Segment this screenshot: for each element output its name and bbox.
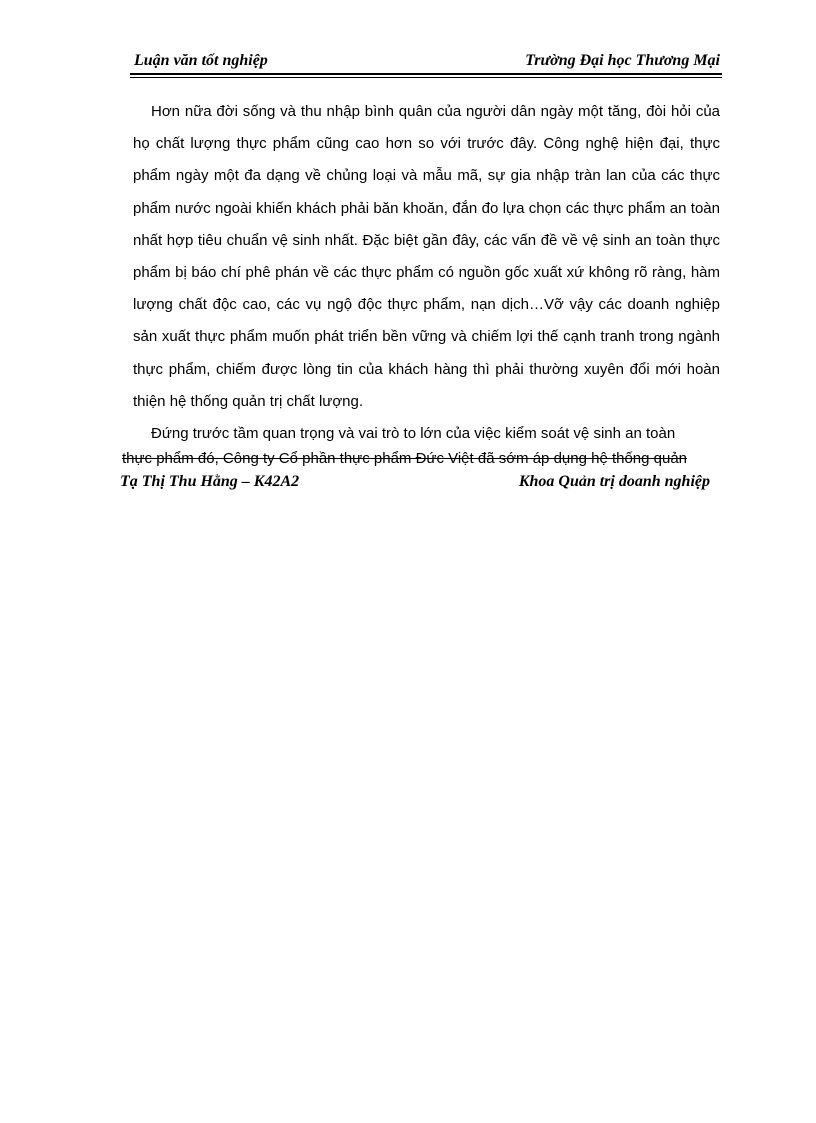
paragraph-1: Hơn nữa đời sống và thu nhập bình quân của người dân ngày một tăng, đòi hỏi của họ chất lượng thực phẩm cũng cao hơn so với trước đây. Công nghệ hiện đại, thực phẩm ngày một đa dạng về chủng loại và mẫu mã, sự gia nhập tràn lan của các thực phẩm nước ngoài khiến khách phải băn khoăn, đắn đo lựa chọn các thực phẩm an toàn nhất hợp tiêu chuẩn vệ sinh nhất. Đặc biệt gần đây, các vấn đề về vệ sinh an toàn thực phẩm bị báo chí phê phán về các thực phẩm có nguồn gốc xuất xứ không rõ ràng, hàm lượng chất độc cao, các vụ ngộ độc thực phẩm, nạn dịch…Vỡ vậy các doanh nghiệp sản xuất thực phẩm muốn phát triển bền vững và chiếm lợi thế cạnh tranh trong ngành thực phẩm, chiếm được lòng tin của khách hàng thì phải thường xuyên đổi mới hoàn thiện hệ thống quản trị chất lượng. — [133, 103, 720, 410]
paragraph-2: Đứng trước tầm quan trọng và vai trò to lớn của việc kiểm soát vệ sinh an toàn — [151, 425, 676, 443]
footer-right-text: Khoa Quản trị doanh nghiệp — [518, 473, 710, 490]
header-rule-thin — [130, 77, 722, 78]
header-rule-thick — [130, 73, 722, 75]
cut-off-text-line: thực phẩm đó, Công ty Cổ phần thực phẩm Đức Việt đã sớm áp dụng hệ thống quản — [122, 450, 688, 467]
header-right-text: Trường Đại học Thương Mại — [525, 52, 720, 69]
footer-left-text: Tạ Thị Thu Hằng – K42A2 — [120, 473, 300, 490]
body-text — [133, 96, 720, 450]
page-footer — [120, 473, 710, 495]
header-left-text: Luận văn tốt nghiệp — [134, 52, 268, 69]
page-header — [130, 50, 720, 72]
